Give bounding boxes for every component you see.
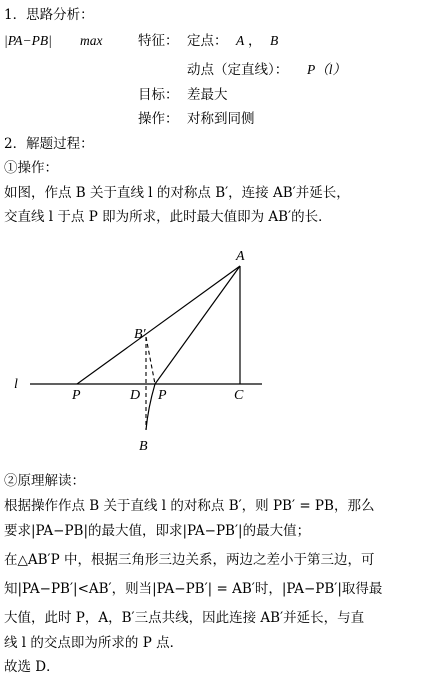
fixed-point-b: B — [270, 33, 279, 48]
formula-abs-diff: |PA−PB| — [4, 33, 52, 48]
label-d: D — [130, 388, 141, 403]
fixed-point-a: A — [236, 33, 245, 48]
label-c: C — [234, 388, 244, 403]
principle-line2: 要求|PA−PB|的最大值，即求|PA−PB′|的最大值； — [4, 523, 311, 539]
comma-separator: ， — [248, 33, 262, 49]
goal-text: 差最大 — [187, 87, 228, 103]
principle-line1: 根据操作作点 B 关于直线 l 的对称点 B′，则 PB′ = PB，那么 — [4, 498, 375, 514]
max-label: max — [80, 33, 103, 48]
segment-a-p-right — [155, 266, 240, 384]
section2-heading: 2．解题过程： — [4, 136, 94, 152]
label-p-left: P — [72, 388, 81, 403]
label-b-prime: B′ — [134, 327, 146, 342]
section1-heading: 1．思路分析： — [4, 7, 94, 23]
geometry-figure — [0, 240, 425, 460]
dashed-bprime-p — [146, 337, 155, 384]
para1-line2: 交直线 l 于点 P 即为所求，此时最大值即为 AB′的长． — [4, 209, 332, 225]
step1-heading: ①操作： — [4, 160, 58, 176]
feature-label: 特征： — [138, 33, 179, 49]
goal-label: 目标： — [138, 87, 179, 103]
op-label: 操作： — [138, 111, 179, 127]
segment-p-b — [146, 384, 155, 430]
segment-a-p-left — [77, 266, 240, 384]
principle-line3: 在△AB′P 中，根据三角形三边关系，两边之差小于第三边，可 — [4, 552, 375, 568]
label-b: B — [139, 439, 148, 454]
principle-line5: 大值，此时 P，A，B′三点共线，因此连接 AB′并延长，与直 — [4, 610, 365, 626]
op-text: 对称到同侧 — [187, 111, 255, 127]
principle-line6: 线 l 的交点即为所求的 P 点． — [4, 635, 184, 651]
moving-point: P（l） — [307, 62, 346, 77]
label-l: l — [14, 377, 18, 392]
label-a: A — [236, 249, 245, 264]
feature-moving-label: 动点（定直线）： — [187, 62, 289, 78]
principle-line4: 知|PA−PB′|<AB′，则当|PA−PB′| = AB′时，|PA−PB′|取得最 — [4, 581, 383, 597]
conclusion-line: 故选 D． — [4, 659, 60, 675]
section3-heading: ②原理解读： — [4, 473, 85, 489]
feature-fixed-label: 定点： — [187, 33, 228, 49]
label-p-right: P — [158, 388, 167, 403]
para1-line1: 如图，作点 B 关于直线 l 的对称点 B′，连接 AB′并延长， — [4, 185, 350, 201]
